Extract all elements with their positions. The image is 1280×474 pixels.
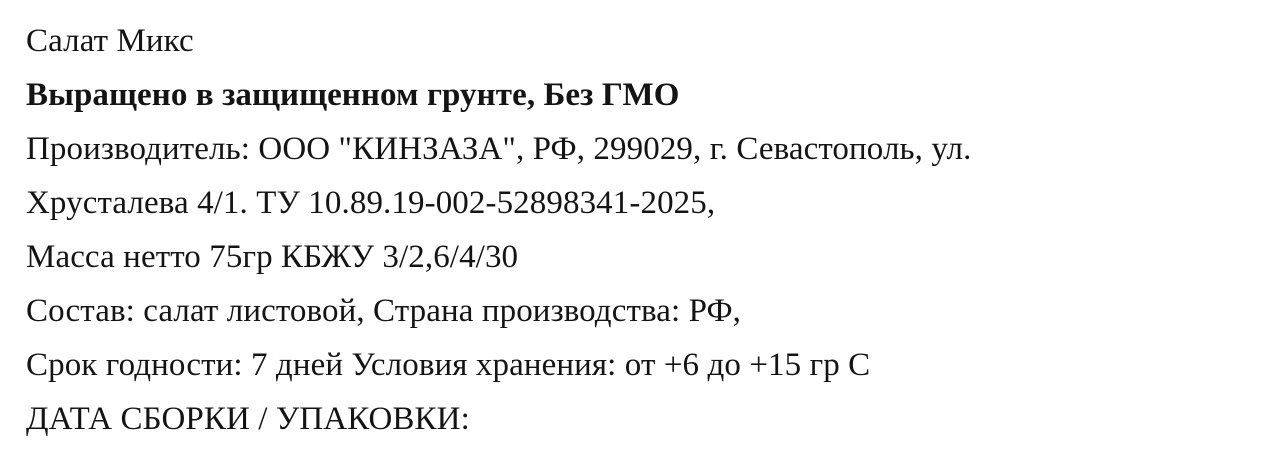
packaging-date: ДАТА СБОРКИ / УПАКОВКИ: bbox=[26, 401, 470, 437]
growing-claim: Выращено в защищенном грунте, Без ГМО bbox=[26, 77, 680, 113]
manufacturer-line-1: Производитель: ООО "КИНЗАЗА", РФ, 299029, г. Севастополь, ул. bbox=[26, 131, 972, 167]
net-weight-nutrition: Масса нетто 75гр КБЖУ 3/2,6/4/30 bbox=[26, 239, 519, 275]
composition-country: Состав: салат листовой, Страна производства: РФ, bbox=[26, 293, 741, 329]
shelf-life-storage: Срок годности: 7 дней Условия хранения: от +6 до +15 гр С bbox=[26, 347, 871, 383]
manufacturer-line-2: Хрусталева 4/1. ТУ 10.89.19-002-52898341-2025, bbox=[26, 185, 716, 221]
product-name: Салат Микс bbox=[26, 23, 194, 59]
